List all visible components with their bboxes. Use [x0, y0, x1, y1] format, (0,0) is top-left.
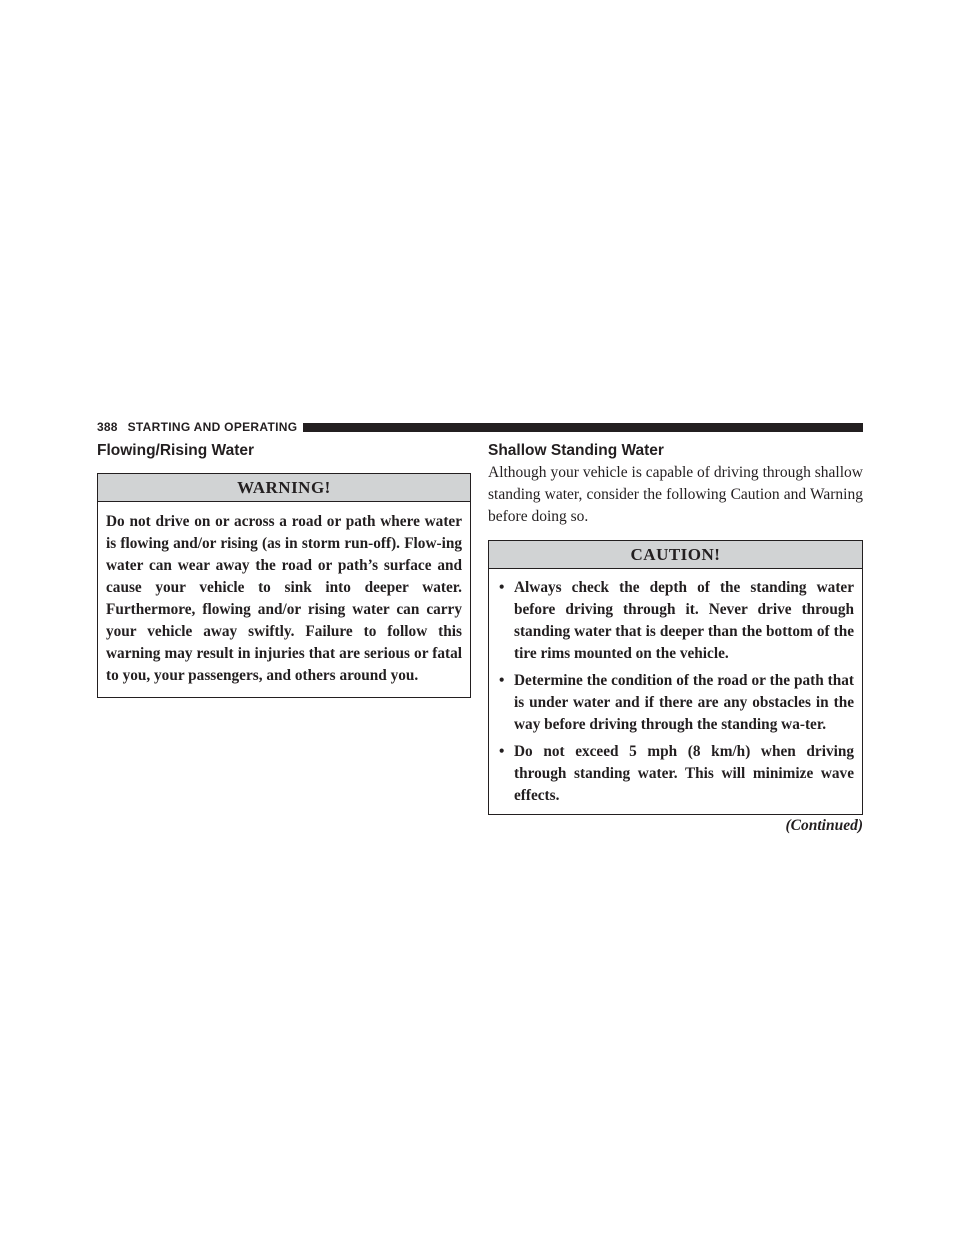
caution-title: CAUTION! — [489, 541, 862, 569]
caution-item — [497, 577, 854, 665]
left-column — [97, 441, 471, 698]
warning-title: WARNING! — [98, 474, 470, 502]
caution-box — [488, 540, 863, 815]
caution-item-text: Do not exceed 5 mph (8 km/h) when driving through standing water. This will minimize wave effects. — [514, 743, 854, 804]
bullet-icon: • — [499, 579, 505, 596]
caution-item-text: Always check the depth of the standing water before driving through it. Never drive through standing water that is deeper than the bottom of the tire rims mounted on the vehicle. — [514, 579, 854, 662]
caution-body — [489, 569, 862, 814]
caution-item-text: Determine the condition of the road or the path that is under water and if there are any obstacles in the way before driving through the standing wa-ter. — [514, 672, 854, 733]
header-rule — [303, 423, 863, 432]
caution-item — [497, 670, 854, 736]
section-title: STARTING AND OPERATING — [127, 420, 298, 434]
bullet-icon: • — [499, 672, 505, 689]
bullet-icon: • — [499, 743, 505, 760]
caution-list — [497, 577, 854, 807]
standing-water-heading: Shallow Standing Water — [488, 442, 664, 459]
warning-box — [97, 473, 471, 698]
standing-water-intro: Although your vehicle is capable of driving through shallow standing water, consider the following Caution and Warning before doing so. — [488, 464, 863, 525]
caution-item — [497, 741, 854, 807]
right-column — [488, 441, 863, 836]
continued-note: (Continued) — [785, 817, 863, 834]
page-number: 388 — [97, 420, 118, 434]
flowing-water-heading: Flowing/Rising Water — [97, 442, 255, 459]
page-header — [97, 419, 863, 435]
warning-text: Do not drive on or across a road or path where water is flowing and/or rising (as in storm run-off). Flow-ing water can wear away the road or path’s surface and cause your vehicle to sink into deeper water. Furthermore, flowing and/or rising water can carry your vehicle away swiftly. Failure to follow this warning may result in injuries that are serious or fatal to you, your passengers, and others around you. — [106, 513, 462, 684]
